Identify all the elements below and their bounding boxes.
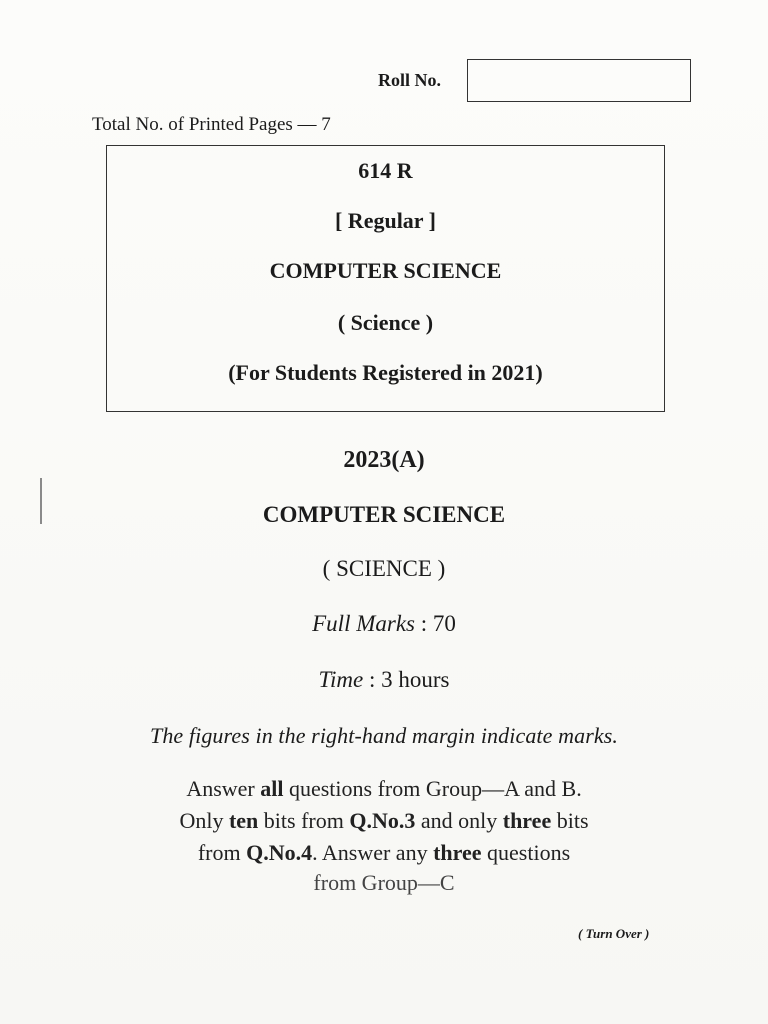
instruction-line-1 [0,776,768,802]
roll-number-label: Roll No. [378,70,441,90]
margin-marks-note: The figures in the right-hand margin indicate marks. [150,723,618,748]
instr-3c: . Answer any [312,840,434,865]
instr-2c: bits from [258,808,350,833]
instr-2b: ten [228,808,259,833]
time-value: : 3 hours [368,667,450,692]
instr-3a: from [197,840,247,865]
time-label: Time [318,667,364,692]
instruction-line-4: from Group—C [313,870,455,895]
exam-subject: COMPUTER SCIENCE [262,502,506,527]
instr-1c: questions from Group—A and B. [283,776,582,801]
full-marks-label: Full Marks [312,611,415,636]
instr-3b: Q.No.4 [246,840,313,865]
instr-2e: and only [415,808,503,833]
exam-time [0,667,768,693]
printed-pages-count: Total No. of Printed Pages — 7 [92,114,331,135]
paper-registration-note: (For Students Registered in 2021) [228,360,543,385]
instruction-line-2 [0,808,768,834]
instruction-line-3 [0,840,768,866]
instr-1b: all [260,776,284,801]
instr-2a: Only [179,808,229,833]
roll-number-box [467,59,691,102]
paper-code: 614 R [358,158,413,183]
exam-stream: ( SCIENCE ) [322,556,446,581]
paper-code-box [106,145,665,412]
instr-1a: Answer [186,776,261,801]
exam-year: 2023(A) [343,447,425,473]
full-marks [0,611,768,637]
instr-2d: Q.No.3 [349,808,416,833]
instr-2g: bits [551,808,589,833]
paper-type: [ Regular ] [334,208,437,233]
paper-subject: COMPUTER SCIENCE [269,258,502,283]
instr-2f: three [502,808,552,833]
full-marks-value: : 70 [420,611,456,636]
instr-3d: three [433,840,482,865]
turn-over-note: ( Turn Over ) [578,926,650,941]
paper-stream: ( Science ) [337,310,434,335]
instr-3e: questions [481,840,571,865]
